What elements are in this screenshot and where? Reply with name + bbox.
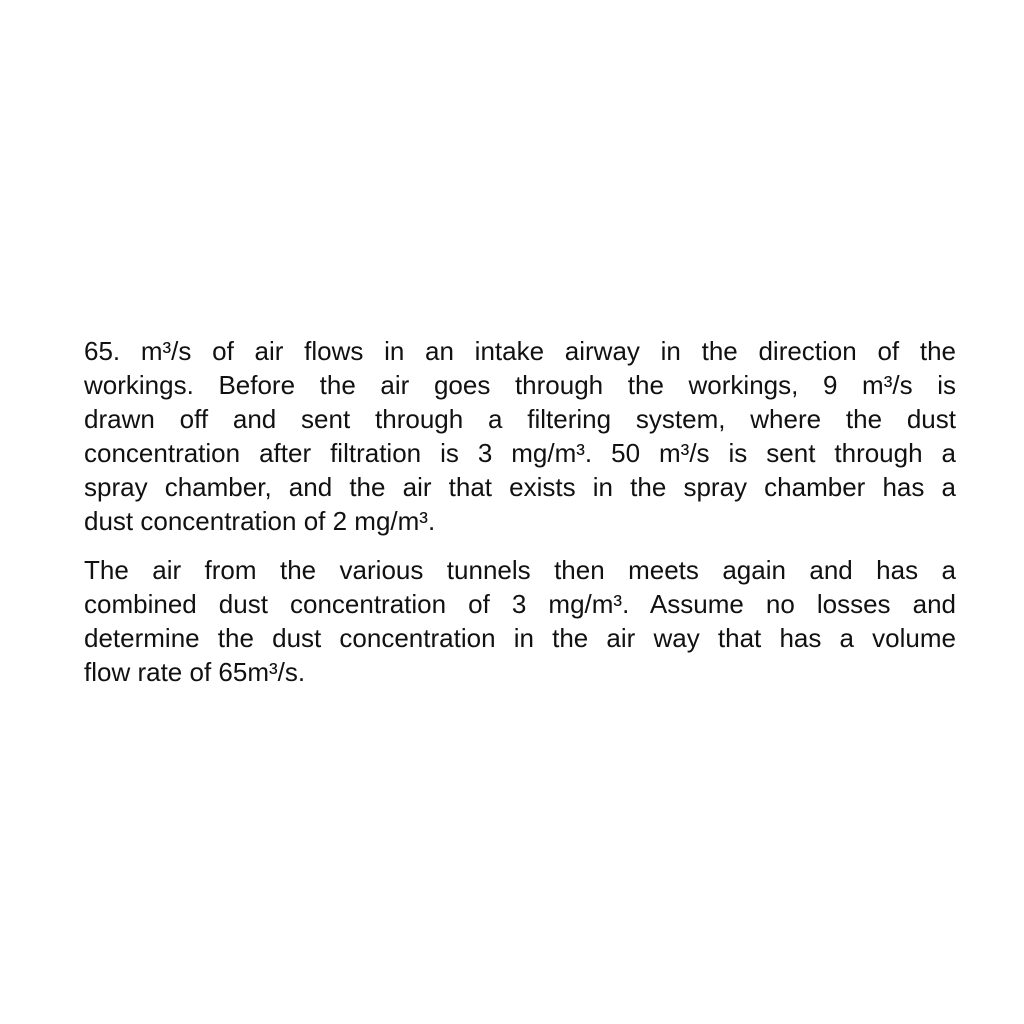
text-line: drawn off and sent through a filtering system, where the dust bbox=[84, 404, 956, 434]
text-line: determine the dust concentration in the air way that has a volume bbox=[84, 623, 956, 653]
problem-document bbox=[84, 334, 956, 689]
text-line: concentration after filtration is 3 mg/m³. 50 m³/s is sent through a bbox=[84, 438, 956, 468]
text-line: 65. m³/s of air flows in an intake airway in the direction of the bbox=[84, 336, 956, 366]
problem-paragraph-2 bbox=[84, 553, 956, 689]
problem-paragraph-1 bbox=[84, 334, 956, 538]
text-line: combined dust concentration of 3 mg/m³. Assume no losses and bbox=[84, 589, 956, 619]
text-line: dust concentration of 2 mg/m³. bbox=[84, 506, 436, 536]
text-line: spray chamber, and the air that exists in the spray chamber has a bbox=[84, 472, 956, 502]
text-line: The air from the various tunnels then meets again and has a bbox=[84, 555, 956, 585]
text-line: flow rate of 65m³/s. bbox=[84, 657, 306, 687]
text-line: workings. Before the air goes through the workings, 9 m³/s is bbox=[84, 370, 956, 400]
